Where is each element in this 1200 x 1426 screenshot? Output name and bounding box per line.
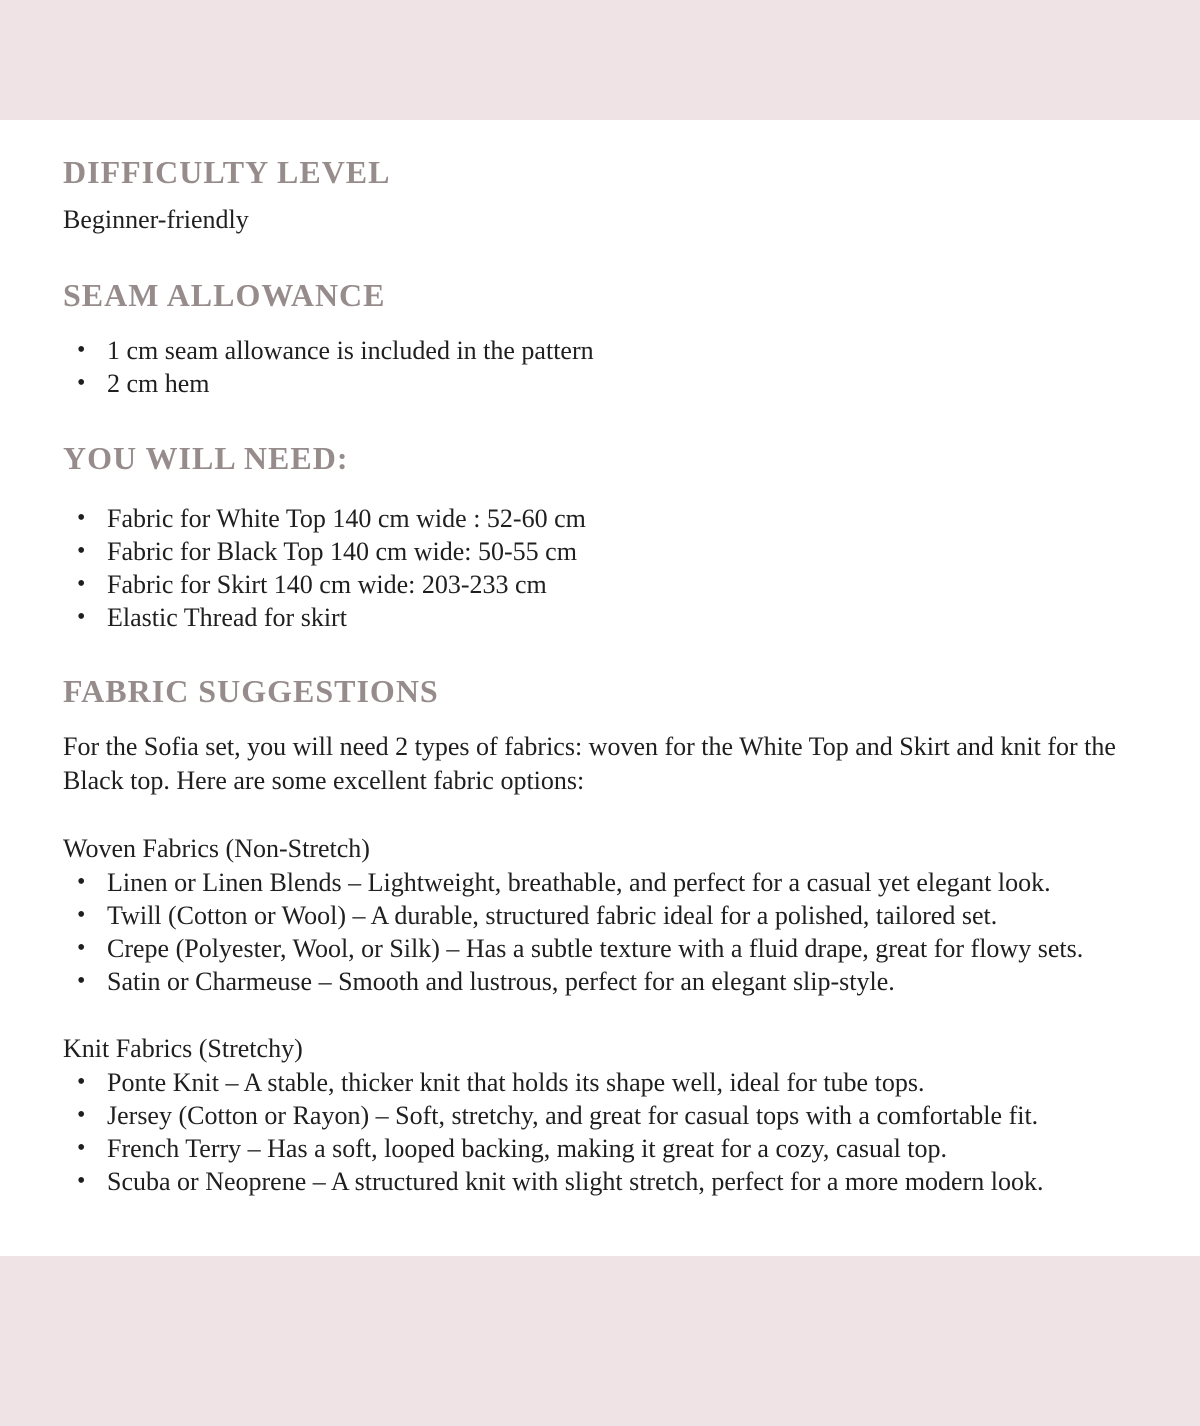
woven-fabrics-title: Woven Fabrics (Non-Stretch) <box>63 834 370 863</box>
list-item: • Linen or Linen Blends – Lightweight, breathable, and perfect for a casual yet elegant look. <box>63 866 1163 899</box>
knit-fabrics-list <box>63 1066 1163 1198</box>
list-item: • 1 cm seam allowance is included in the pattern <box>63 334 1163 367</box>
fabric-suggestions-heading: FABRIC SUGGESTIONS <box>63 673 439 709</box>
list-item: • Elastic Thread for skirt <box>63 601 1163 634</box>
list-item: • Twill (Cotton or Wool) – A durable, structured fabric ideal for a polished, tailored set. <box>63 899 1163 932</box>
document-content <box>63 150 1163 1198</box>
list-item: • Fabric for Skirt 140 cm wide: 203-233 cm <box>63 568 1163 601</box>
you-will-need-list <box>63 502 1163 634</box>
difficulty-text: Beginner-friendly <box>63 205 249 234</box>
list-item: • 2 cm hem <box>63 367 1163 400</box>
list-item: • Ponte Knit – A stable, thicker knit that holds its shape well, ideal for tube tops. <box>63 1066 1163 1099</box>
list-item: • Crepe (Polyester, Wool, or Silk) – Has a subtle texture with a fluid drape, great for flowy sets. <box>63 932 1163 965</box>
list-item: • Jersey (Cotton or Rayon) – Soft, stretchy, and great for casual tops with a comfortable fit. <box>63 1099 1163 1132</box>
seam-allowance-heading: SEAM ALLOWANCE <box>63 277 386 313</box>
seam-allowance-list <box>63 334 1163 400</box>
difficulty-heading: DIFFICULTY LEVEL <box>63 154 391 190</box>
woven-fabrics-list <box>63 866 1163 998</box>
knit-fabrics-title: Knit Fabrics (Stretchy) <box>63 1034 303 1063</box>
list-item: • French Terry – Has a soft, looped backing, making it great for a cozy, casual top. <box>63 1132 1163 1165</box>
fabric-intro-paragraph: For the Sofia set, you will need 2 types of fabrics: woven for the White Top and Skirt and knit for the Black top. Here are some excellent fabric options: <box>63 732 1116 795</box>
list-item: • Fabric for Black Top 140 cm wide: 50-55 cm <box>63 535 1163 568</box>
list-item: • Fabric for White Top 140 cm wide : 52-60 cm <box>63 502 1163 535</box>
list-item: • Scuba or Neoprene – A structured knit with slight stretch, perfect for a more modern look. <box>63 1165 1163 1198</box>
you-will-need-heading: YOU WILL NEED: <box>63 440 349 476</box>
list-item: • Satin or Charmeuse – Smooth and lustrous, perfect for an elegant slip-style. <box>63 965 1163 998</box>
